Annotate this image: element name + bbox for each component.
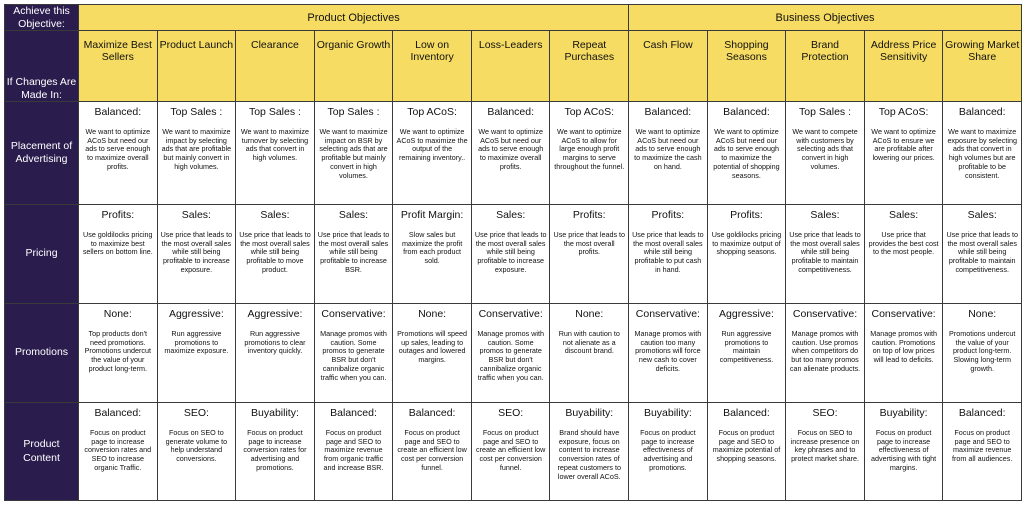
cell-description: Use price that leads to the most overall sales while still being profitable to maintain competitiveness. bbox=[789, 229, 861, 274]
cell-strategy: Top ACoS: bbox=[878, 106, 929, 119]
cell-strategy: None: bbox=[575, 308, 604, 321]
matrix-cell bbox=[550, 102, 629, 205]
cell-strategy: Balanced: bbox=[94, 407, 142, 420]
cell-strategy: Aggressive: bbox=[719, 308, 774, 321]
matrix-cell bbox=[707, 102, 786, 205]
cell-strategy: None: bbox=[103, 308, 132, 321]
cell-description: We want to maximize impact by selecting ads that are profitable but mainly convert in high volumes. bbox=[161, 126, 232, 171]
cell-description: We want to optimize ACoS to maximize the output of the remaining inventory.. bbox=[396, 126, 468, 163]
cell-description: Slow sales but maximize the profit from each product sold. bbox=[401, 229, 463, 266]
cell-description: Use goldilocks pricing to maximize output of shopping seasons. bbox=[711, 229, 782, 257]
objective-header: Growing Market Share bbox=[943, 31, 1022, 102]
matrix-cell bbox=[79, 205, 158, 304]
cell-strategy: Aggressive: bbox=[247, 308, 303, 321]
cell-strategy: Sales: bbox=[889, 209, 919, 222]
cell-strategy: None: bbox=[968, 308, 997, 321]
matrix-cell bbox=[236, 403, 315, 501]
cell-description: Use price that leads to the most overall sales while still being profitable to put cash in hand. bbox=[632, 229, 704, 274]
matrix-cell bbox=[943, 403, 1022, 501]
matrix-cell bbox=[629, 304, 708, 403]
cell-strategy: Buyability: bbox=[879, 407, 928, 420]
corner-changes-text: If Changes Are Made In: bbox=[6, 76, 77, 101]
cell-strategy: SEO: bbox=[812, 407, 838, 420]
objective-header: Low on Inventory bbox=[393, 31, 472, 102]
matrix-cell bbox=[471, 304, 550, 403]
matrix-cell bbox=[707, 205, 786, 304]
matrix-cell bbox=[314, 403, 393, 501]
row-label: Product Content bbox=[5, 403, 79, 501]
cell-description: Focus on product page to increase effectiveness of advertising and promotions. bbox=[640, 427, 696, 472]
objective-header: Clearance bbox=[236, 31, 315, 102]
cell-strategy: SEO: bbox=[183, 407, 209, 420]
matrix-cell bbox=[943, 304, 1022, 403]
matrix-cell bbox=[550, 304, 629, 403]
cell-strategy: Conservative: bbox=[321, 308, 386, 321]
cell-description: Run aggressive promotions to maximize exposure. bbox=[164, 328, 229, 356]
cell-description: Top products don't need promotions. Promotions undercut the value of your product long-term. bbox=[84, 328, 151, 373]
cell-description: Use price that leads to the most overall profits. bbox=[553, 229, 626, 257]
objective-header: Product Launch bbox=[157, 31, 236, 102]
matrix-row bbox=[5, 403, 1022, 501]
matrix-cell bbox=[629, 102, 708, 205]
matrix-cell bbox=[314, 102, 393, 205]
objective-header: Cash Flow bbox=[629, 31, 708, 102]
matrix-cell bbox=[79, 403, 158, 501]
cell-strategy: Sales: bbox=[967, 209, 997, 222]
cell-description: Focus on product page and SEO to maximize revenue from all audiences. bbox=[952, 427, 1013, 464]
cell-description: Focus on product page to increase effectiveness of advertising with tight margins. bbox=[871, 427, 937, 472]
matrix-cell bbox=[707, 304, 786, 403]
cell-strategy: Balanced: bbox=[644, 106, 692, 119]
objective-header: Maximize Best Sellers bbox=[79, 31, 158, 102]
cell-description: Use price that leads to the most overall sales while still being profitable to move product. bbox=[239, 229, 311, 274]
objective-header: Repeat Purchases bbox=[550, 31, 629, 102]
matrix-cell bbox=[471, 102, 550, 205]
cell-description: Use price that leads to the most overall sales while still being profitable to increase exposure. bbox=[160, 229, 233, 274]
matrix-cell bbox=[236, 102, 315, 205]
cell-description: We want to maximize turnover by selecting ads that convert in high volumes. bbox=[240, 126, 310, 163]
cell-description: We want to optimize ACoS to ensure we are profitable after lowering our prices. bbox=[871, 126, 936, 163]
cell-description: We want to maximize impact on BSR by selecting ads that are profitable but mainly convert in high volumes. bbox=[319, 126, 388, 180]
cell-strategy: Balanced: bbox=[330, 407, 377, 420]
cell-strategy: Top Sales : bbox=[248, 106, 301, 119]
matrix-cell bbox=[79, 102, 158, 205]
matrix-row bbox=[5, 205, 1022, 304]
cell-description: Run aggressive promotions to clear inventory quickly. bbox=[244, 328, 306, 356]
cell-description: Focus on SEO to increase presence on key phrases and to protect market share. bbox=[790, 427, 860, 464]
cell-strategy: Balanced: bbox=[958, 106, 1006, 119]
cell-strategy: Balanced: bbox=[723, 106, 770, 119]
cell-strategy: Balanced: bbox=[723, 407, 770, 420]
matrix-row bbox=[5, 304, 1022, 403]
matrix-cell bbox=[79, 304, 158, 403]
cell-strategy: Top Sales : bbox=[170, 106, 223, 119]
cell-strategy: Buyability: bbox=[565, 407, 614, 420]
row-label: Promotions bbox=[5, 304, 79, 403]
cell-strategy: Profit Margin: bbox=[400, 209, 464, 222]
cell-strategy: Top ACoS: bbox=[564, 106, 615, 119]
objective-header: Brand Protection bbox=[786, 31, 865, 102]
cell-description: We want to optimize ACoS to allow for large enough profit margins to serve throughout the funnel. bbox=[554, 126, 625, 171]
cell-description: We want to optimize ACoS but need our ads to serve enough to maximize the cash on hand. bbox=[634, 126, 702, 171]
cell-strategy: Balanced: bbox=[958, 407, 1006, 420]
group-header-product: Product Objectives bbox=[79, 5, 629, 31]
cell-strategy: Sales: bbox=[338, 209, 369, 222]
cell-description: We want to optimize ACoS but need our ads to serve enough to maximize overall profits. bbox=[85, 126, 151, 171]
cell-strategy: Balanced: bbox=[408, 407, 456, 420]
cell-strategy: Top Sales : bbox=[799, 106, 851, 119]
matrix-row bbox=[5, 102, 1022, 205]
cell-description: Focus on product page and SEO to create an efficient low cost per conversion funnel. bbox=[475, 427, 546, 472]
matrix-cell bbox=[786, 205, 865, 304]
matrix-cell bbox=[864, 205, 943, 304]
cell-description: Focus on product page and SEO to create an efficient low cost per conversion funnel. bbox=[397, 427, 467, 472]
corner-changes-label bbox=[5, 31, 79, 102]
cell-description: Promotions will speed up sales, leading to outages and lowered margins. bbox=[397, 328, 468, 365]
matrix-cell bbox=[943, 102, 1022, 205]
cell-strategy: Aggressive: bbox=[168, 308, 224, 321]
cell-description: Use price that provides the best cost to the most people. bbox=[868, 229, 939, 257]
cell-description: We want to optimize ACoS but need our ads to serve enough to maximize overall profits. bbox=[478, 126, 544, 171]
cell-strategy: Sales: bbox=[260, 209, 290, 222]
cell-description: We want to optimize ACoS but need our ads to serve enough to maximize the potential of shopping seasons. bbox=[713, 126, 780, 180]
matrix-cell bbox=[786, 304, 865, 403]
cell-description: Focus on SEO to generate volume to help understand conversions. bbox=[165, 427, 228, 464]
cell-strategy: Conservative: bbox=[871, 308, 936, 321]
cell-description: We want to maximize exposure by selecting ads that convert in high volumes but are profitable to be consistent. bbox=[947, 126, 1017, 180]
matrix-cell bbox=[864, 304, 943, 403]
cell-strategy: Profits: bbox=[572, 209, 606, 222]
matrix-cell bbox=[550, 205, 629, 304]
matrix-cell bbox=[629, 403, 708, 501]
cell-description: Focus on product page to increase conversion rates for advertising and promotions. bbox=[243, 427, 307, 472]
corner-objective-label: Achieve this Objective: bbox=[5, 5, 79, 31]
matrix-cell bbox=[393, 304, 472, 403]
matrix-cell bbox=[629, 205, 708, 304]
cell-description: Promotions undercut the value of your product long-term. Slowing long-term growth. bbox=[949, 328, 1016, 373]
cell-strategy: Sales: bbox=[810, 209, 840, 222]
cell-strategy: Sales: bbox=[181, 209, 211, 222]
matrix-cell bbox=[864, 102, 943, 205]
cell-strategy: Top Sales : bbox=[327, 106, 380, 119]
matrix-cell bbox=[943, 205, 1022, 304]
matrix-cell bbox=[471, 205, 550, 304]
cell-strategy: Sales: bbox=[496, 209, 526, 222]
matrix-cell bbox=[393, 205, 472, 304]
objective-header: Shopping Seasons bbox=[707, 31, 786, 102]
cell-description: We want to compete with customers by selecting ads that convert in high volumes. bbox=[792, 126, 858, 171]
group-header-business: Business Objectives bbox=[629, 5, 1022, 31]
row-label: Placement of Advertising bbox=[5, 102, 79, 205]
cell-description: Use goldilocks pricing to maximize best sellers on bottom line. bbox=[82, 229, 153, 257]
matrix-cell bbox=[236, 205, 315, 304]
cell-strategy: Profits: bbox=[101, 209, 135, 222]
objective-header: Address Price Sensitivity bbox=[864, 31, 943, 102]
matrix-cell bbox=[236, 304, 315, 403]
strategy-matrix bbox=[4, 4, 1022, 501]
cell-description: Manage promos with caution. Some promos to generate BSR but don't cannibalize organic traffic when you can. bbox=[320, 328, 387, 382]
cell-strategy: Profits: bbox=[730, 209, 763, 222]
matrix-cell bbox=[864, 403, 943, 501]
row-label: Pricing bbox=[5, 205, 79, 304]
matrix-cell bbox=[157, 102, 236, 205]
cell-strategy: Balanced: bbox=[487, 106, 535, 119]
matrix-cell bbox=[786, 102, 865, 205]
matrix-cell bbox=[707, 403, 786, 501]
cell-description: Manage promos with caution. Some promos to generate BSR but don't cannibalize organic traffic when you can. bbox=[477, 328, 545, 382]
cell-strategy: Conservative: bbox=[478, 308, 543, 321]
matrix-cell bbox=[786, 403, 865, 501]
cell-description: Run aggressive promotions to maintain competitiveness. bbox=[719, 328, 774, 365]
objective-header: Organic Growth bbox=[314, 31, 393, 102]
cell-strategy: Buyability: bbox=[251, 407, 299, 420]
cell-strategy: Conservative: bbox=[792, 308, 858, 321]
cell-description: Use price that leads to the most overall sales while still being profitable to increase exposure. bbox=[474, 229, 547, 274]
matrix-cell bbox=[550, 403, 629, 501]
cell-description: Use price that leads to the most overall sales while still being profitable to maintain competitiveness. bbox=[946, 229, 1018, 274]
matrix-cell bbox=[157, 403, 236, 501]
cell-description: Focus on product page to increase conversion rates and SEO to increase organic Traffic. bbox=[84, 427, 152, 472]
matrix-cell bbox=[393, 102, 472, 205]
cell-description: Brand should have exposure, focus on content to increase conversion rates of repeat customers to lower overall ACoS. bbox=[557, 427, 622, 481]
cell-strategy: Buyability: bbox=[643, 407, 692, 420]
cell-description: Manage promos with caution too many promotions will force new cash to cover deficits. bbox=[634, 328, 702, 373]
matrix-cell bbox=[471, 403, 550, 501]
matrix-cell bbox=[157, 205, 236, 304]
cell-strategy: None: bbox=[418, 308, 447, 321]
cell-description: Manage promos with caution. Use promos when competitors do but too many promos can alienate products. bbox=[789, 328, 861, 373]
cell-strategy: Balanced: bbox=[94, 106, 142, 119]
objective-header: Loss-Leaders bbox=[471, 31, 550, 102]
matrix-cell bbox=[314, 304, 393, 403]
cell-description: Run with caution to not alienate as a discount brand. bbox=[558, 328, 620, 356]
cell-strategy: SEO: bbox=[498, 407, 524, 420]
cell-strategy: Conservative: bbox=[635, 308, 700, 321]
cell-strategy: Top ACoS: bbox=[407, 106, 457, 119]
cell-description: Focus on product page and SEO to maximize potential of shopping seasons. bbox=[712, 427, 781, 464]
matrix-cell bbox=[314, 205, 393, 304]
cell-description: Focus on product page and SEO to maximize revenue from organic traffic and increase BSR. bbox=[323, 427, 384, 472]
cell-description: Use price that leads to the most overall sales while still being profitable to increase BSR. bbox=[317, 229, 390, 274]
matrix-cell bbox=[393, 403, 472, 501]
cell-description: Manage promos with caution. Promotions on top of low prices will lead to deficits. bbox=[870, 328, 937, 365]
cell-strategy: Profits: bbox=[651, 209, 685, 222]
matrix-cell bbox=[157, 304, 236, 403]
